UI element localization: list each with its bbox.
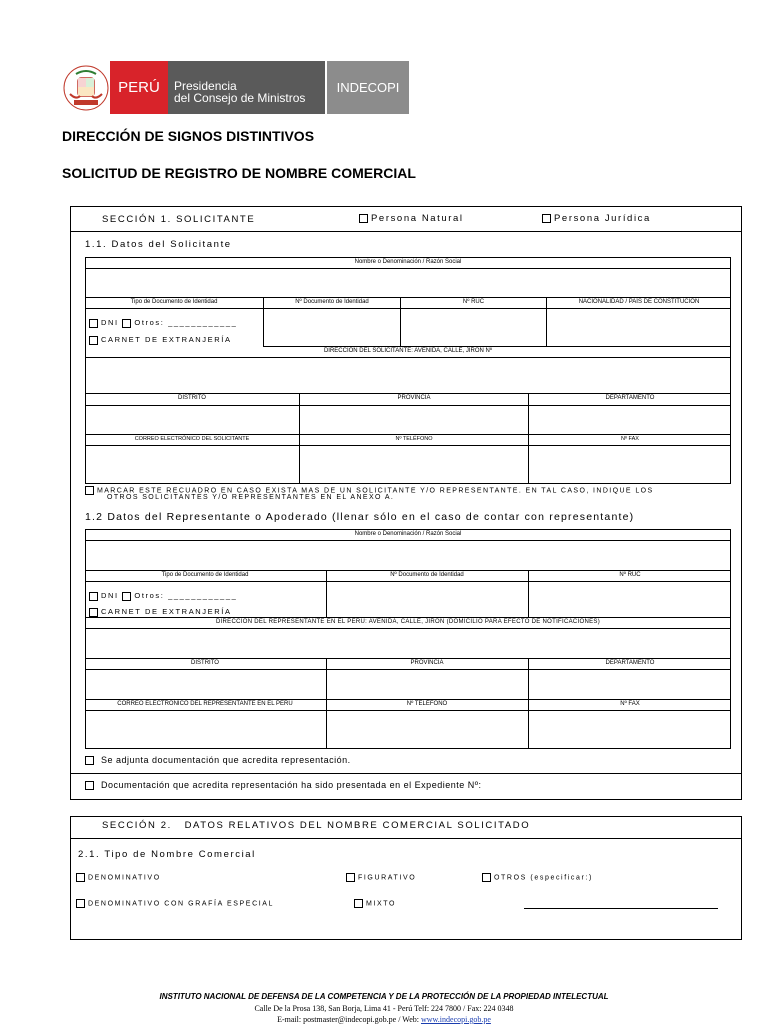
request-title: SOLICITUD DE REGISTRO DE NOMBRE COMERCIAL — [62, 165, 416, 181]
rep-dni-label: DNI — [101, 591, 119, 600]
carnet-option[interactable] — [89, 335, 232, 345]
persona-natural-checkbox[interactable] — [359, 214, 368, 223]
otros-specify-line[interactable] — [524, 908, 718, 909]
multiple-applicants-line-2: OTROS SOLICITANTES Y/O REPRESENTANTES EN EL ANEXO A. — [107, 494, 395, 501]
multiple-applicants-line-1: MARCAR ESTE RECUADRO EN CASO EXISTA MAS DE UN SOLICITANTE Y/O REPRESENTANTE. EN TAL CASO, INDIQUE LOS — [97, 487, 654, 495]
doc-type-header: Tipo de Documento de Identidad — [130, 299, 218, 305]
rep-otros-label: Otros: ____________ — [134, 591, 238, 600]
department-header: DEPARTAMENTO — [605, 395, 655, 401]
pcm-line-2: del Consejo de Ministros — [174, 91, 306, 105]
section-1-divider — [70, 231, 742, 232]
email-header: CORREO ELECTRÓNICO DEL SOLICITANTE — [134, 436, 250, 442]
presented-docs-label: Documentación que acredita representación ha sido presentada en el Expediente Nº: — [101, 780, 482, 790]
rep-doc-type-header: Tipo de Documento de Identidad — [161, 572, 249, 578]
rep-otros-checkbox[interactable] — [122, 592, 131, 601]
peru-logo-block: PERÚ — [110, 61, 168, 114]
carnet-label: CARNET DE EXTRANJERÍA — [101, 335, 232, 344]
rep-ruc-header: Nº RUC — [619, 572, 641, 578]
nationality-header: NACIONALIDAD / PAÍS DE CONSTITUCIÓN — [578, 299, 700, 305]
persona-natural-label: Persona Natural — [371, 213, 464, 224]
rep-province-header: PROVINCIA — [410, 660, 444, 666]
footer-email: E-mail: postmaster@indecopi.gob.pe / Web: — [277, 1015, 421, 1024]
subsection-2-1-title: 2.1. Tipo de Nombre Comercial — [78, 849, 256, 860]
grafia-label: DENOMINATIVO CON GRAFÍA ESPECIAL — [88, 900, 275, 908]
mixto-checkbox[interactable] — [354, 899, 363, 908]
otros-tipo-option[interactable] — [482, 873, 593, 882]
dni-checkbox[interactable] — [89, 319, 98, 328]
direction-title: DIRECCIÓN DE SIGNOS DISTINTIVOS — [62, 128, 315, 144]
figurativo-option[interactable] — [346, 873, 416, 882]
ruc-header: Nº RUC — [462, 299, 485, 305]
figurativo-checkbox[interactable] — [346, 873, 355, 882]
district-header: DISTRITO — [178, 395, 206, 401]
applicant-address-header: DIRECCIÓN DEL SOLICITANTE: AVENIDA, CALLE, JIRÓN Nº — [323, 348, 493, 354]
pcm-line-1: Presidencia — [174, 79, 237, 93]
denominativo-checkbox[interactable] — [76, 873, 85, 882]
rep-email-header: CORREO ELECTRÓNICO DEL REPRESENTANTE EN EL PERÚ — [117, 701, 293, 707]
denominativo-label: DENOMINATIVO — [88, 874, 161, 882]
persona-juridica-label: Persona Jurídica — [554, 213, 651, 224]
pcm-logo-block — [168, 61, 325, 114]
persona-juridica-checkbox[interactable] — [542, 214, 551, 223]
rep-phone-header: Nº TELÉFONO — [406, 701, 448, 707]
mixto-option[interactable] — [354, 899, 396, 908]
applicant-name-header: Nombre o Denominación / Razón Social — [354, 259, 462, 265]
applicant-name-field[interactable] — [86, 269, 730, 297]
mixto-label: MIXTO — [366, 900, 397, 908]
rep-address-field[interactable] — [86, 629, 730, 658]
dni-option[interactable] — [89, 318, 237, 328]
rep-department-header: DEPARTAMENTO — [605, 660, 655, 666]
rep-carnet-label: CARNET DE EXTRANJERÍA — [101, 607, 232, 616]
rep-address-header: DIRECCIÓN DEL REPRESENTANTE EN EL PERÚ: AVENIDA, CALLE, JIRÓN (DOMICILIO PARA EFECTO DE NOTIFICACIONES) — [215, 619, 601, 625]
subsection-1-1-title: 1.1. Datos del Solicitante — [85, 239, 232, 250]
presented-docs-option[interactable] — [85, 780, 482, 790]
grafia-option[interactable] — [76, 899, 274, 908]
persona-natural-option[interactable] — [359, 213, 464, 224]
persona-juridica-option[interactable] — [542, 213, 651, 224]
attached-docs-label: Se adjunta documentación que acredita representación. — [101, 755, 351, 765]
section-2-title: SECCIÓN 2. DATOS RELATIVOS DEL NOMBRE COMERCIAL SOLICITADO — [102, 820, 531, 831]
otros-tipo-label: OTROS (especificar:) — [494, 874, 593, 882]
rep-doc-number-header: Nº Documento de Identidad — [390, 572, 464, 578]
section-1-title: SECCIÓN 1. SOLICITANTE — [102, 214, 256, 225]
doc-number-header: Nº Documento de Identidad — [295, 299, 369, 305]
otros-label: Otros: ____________ — [134, 318, 238, 327]
province-header: PROVINCIA — [397, 395, 431, 401]
rep-dni-option[interactable] — [89, 591, 237, 601]
rep-name-field[interactable] — [86, 541, 730, 570]
denominativo-option[interactable] — [76, 873, 161, 882]
coat-of-arms-icon — [62, 64, 110, 112]
phone-header: Nº TELÉFONO — [395, 436, 433, 442]
footer-contact — [0, 1015, 768, 1024]
rep-fax-header: Nº FAX — [620, 701, 640, 707]
footer-institute: INSTITUTO NACIONAL DE DEFENSA DE LA COMPETENCIA Y DE LA PROTECCIÓN DE LA PROPIEDAD INTELECTUAL — [159, 992, 609, 1001]
carnet-checkbox[interactable] — [89, 336, 98, 345]
rep-district-header: DISTRITO — [191, 660, 219, 666]
rep-name-header: Nombre o Denominación / Razón Social — [354, 531, 462, 537]
subsection-1-2-title: 1.2 Datos del Representante o Apoderado (llenar sólo en el caso de contar con representante) — [85, 511, 635, 523]
figurativo-label: FIGURATIVO — [358, 874, 417, 882]
multiple-applicants-checkbox[interactable] — [85, 486, 94, 495]
attached-docs-checkbox[interactable] — [85, 756, 94, 765]
fax-header: Nº FAX — [621, 436, 639, 442]
footer-web-link[interactable]: www.indecopi.gob.pe — [420, 1015, 491, 1024]
otros-tipo-checkbox[interactable] — [482, 873, 491, 882]
rep-dni-checkbox[interactable] — [89, 592, 98, 601]
presented-docs-checkbox[interactable] — [85, 781, 94, 790]
otros-checkbox[interactable] — [122, 319, 131, 328]
indecopi-logo-block: INDECOPI — [327, 61, 409, 114]
rep-carnet-option[interactable] — [89, 607, 232, 617]
attached-docs-option[interactable] — [85, 755, 351, 765]
applicant-address-field[interactable] — [86, 358, 730, 393]
footer-address: Calle De la Prosa 138, San Borja, Lima 41 - Perú Telf: 224 7800 / Fax: 224 0348 — [254, 1004, 514, 1013]
rep-carnet-checkbox[interactable] — [89, 608, 98, 617]
grafia-checkbox[interactable] — [76, 899, 85, 908]
dni-label: DNI — [101, 318, 119, 327]
